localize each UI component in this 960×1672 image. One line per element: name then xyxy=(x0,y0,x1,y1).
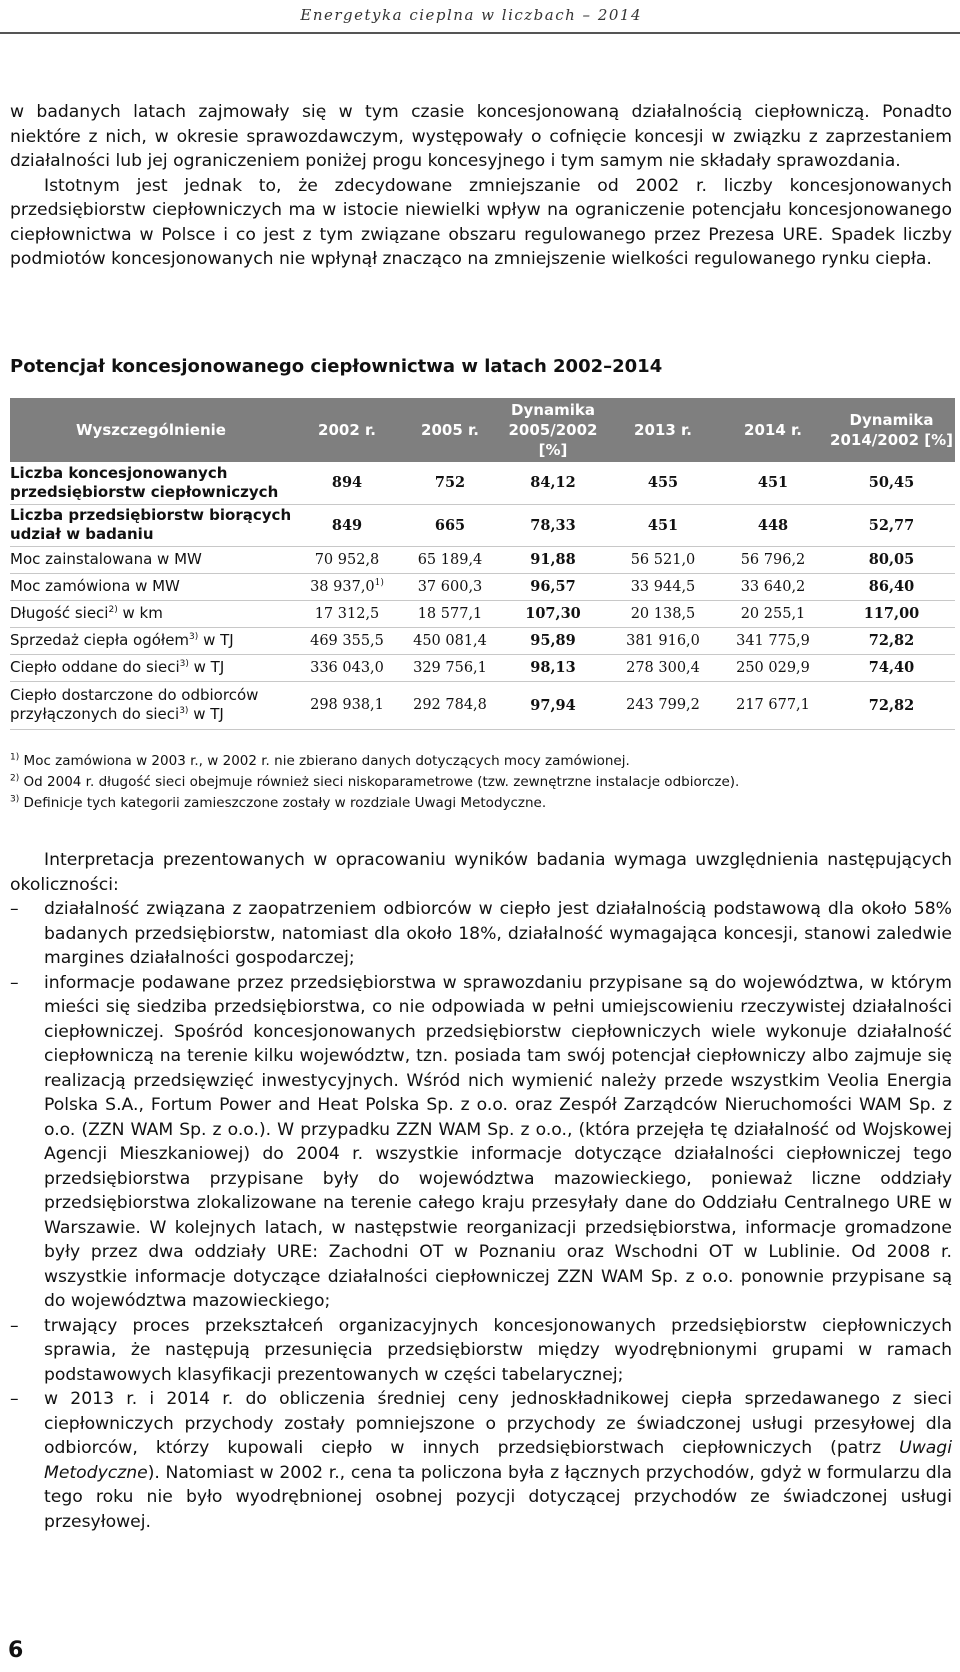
cell-2013: 243 799,2 xyxy=(608,681,718,729)
cell-dynamics-2: 50,45 xyxy=(828,462,955,504)
header-dynamics-2014-2002: Dynamika 2014/2002 [%] xyxy=(828,398,955,462)
page-number: 6 xyxy=(8,1638,24,1663)
footnote-3 xyxy=(10,793,739,814)
cell-2014: 56 796,2 xyxy=(718,546,828,573)
potential-table xyxy=(10,398,955,730)
cell-2002-value: 38 937,0 xyxy=(310,578,375,595)
footnote-marker: 3) xyxy=(179,659,189,669)
footnote-marker: 2) xyxy=(108,605,118,615)
header-2014: 2014 r. xyxy=(718,398,828,462)
header-dynamics-2005-2002: Dynamika 2005/2002 [%] xyxy=(498,398,608,462)
table-row xyxy=(10,600,955,627)
cell-2013: 56 521,0 xyxy=(608,546,718,573)
table-header-row xyxy=(10,398,955,462)
footnote-mark: 2) xyxy=(10,773,20,784)
cell-dynamics-1: 95,89 xyxy=(498,627,608,654)
row-label: Liczba koncesjonowanych przedsiębiorstw ciepłowniczych xyxy=(10,462,292,504)
cell-2014: 341 775,9 xyxy=(718,627,828,654)
cell-2002 xyxy=(292,573,402,600)
cell-dynamics-1: 84,12 xyxy=(498,462,608,504)
header-2013: 2013 r. xyxy=(608,398,718,462)
cell-2005: 65 189,4 xyxy=(402,546,498,573)
footnote-marker: 3) xyxy=(189,632,199,642)
cell-dynamics-2: 74,40 xyxy=(828,654,955,681)
cell-2013: 278 300,4 xyxy=(608,654,718,681)
cell-dynamics-2: 52,77 xyxy=(828,504,955,546)
table-row xyxy=(10,654,955,681)
table-row xyxy=(10,546,955,573)
footnote-1 xyxy=(10,751,739,772)
footnote-mark: 3) xyxy=(10,794,20,805)
cell-2013: 381 916,0 xyxy=(608,627,718,654)
row-label-text: Długość sieci xyxy=(10,604,109,622)
header-2002: 2002 r. xyxy=(292,398,402,462)
header-description: Wyszczególnienie xyxy=(10,398,292,462)
footnote-text: Moc zamówiona w 2003 r., w 2002 r. nie zbierano danych dotyczących mocy zamówionej. xyxy=(19,753,630,769)
row-label xyxy=(10,654,292,681)
running-header: Energetyka cieplna w liczbach – 2014 xyxy=(300,6,642,24)
cell-2014: 451 xyxy=(718,462,828,504)
row-label xyxy=(10,627,292,654)
cell-2002: 849 xyxy=(292,504,402,546)
row-label-unit: w km xyxy=(117,604,163,622)
cell-2013: 33 944,5 xyxy=(608,573,718,600)
cell-2013: 451 xyxy=(608,504,718,546)
cell-2013: 455 xyxy=(608,462,718,504)
cell-2002: 17 312,5 xyxy=(292,600,402,627)
cell-dynamics-1: 97,94 xyxy=(498,681,608,729)
table-row xyxy=(10,627,955,654)
row-label xyxy=(10,681,292,729)
cell-dynamics-2: 117,00 xyxy=(828,600,955,627)
interpretation-section xyxy=(10,848,952,1534)
row-label-text: Sprzedaż ciepła ogółem xyxy=(10,631,190,649)
cell-dynamics-1: 91,88 xyxy=(498,546,608,573)
table-title: Potencjał koncesjonowanego ciepłownictwa w latach 2002–2014 xyxy=(10,356,663,377)
row-label xyxy=(10,600,292,627)
cell-2002: 894 xyxy=(292,462,402,504)
interpretation-intro: Interpretacja prezentowanych w opracowaniu wyników badania wymaga uwzględnienia następujących okoliczności: xyxy=(10,850,952,895)
footnote-text: Definicje tych kategorii zamieszczone zostały w rozdziale Uwagi Metodyczne. xyxy=(19,795,547,811)
list-item: – działalność związana z zaopatrzeniem odbiorców w ciepło jest działalnością podstawową dla około 58% badanych przedsiębiorstw, natomiast dla około 18%, działalność wymagająca koncesji, stanowi zaledwie margines działalności gospodarczej; xyxy=(10,897,952,971)
footnote-marker: 3) xyxy=(179,706,189,716)
cell-dynamics-2: 80,05 xyxy=(828,546,955,573)
intro-paragraph-1: w badanych latach zajmowały się w tym czasie koncesjonowaną działalnością ciepłowniczą. Ponadto niektóre z nich, w okresie sprawozdawczym, występowały o cofnięcie koncesji w związku z zaprzestaniem działalności lub jej ograniczeniem poniżej progu koncesyjnego i tym samym nie składały sprawozdania. xyxy=(10,102,952,171)
footnote-marker: 1) xyxy=(374,577,384,588)
list-item: – informacje podawane przez przedsiębiorstwa w sprawozdaniu przypisane są do województwa, w którym mieści się siedziba przedsiębiorstwa, co nie odpowiada w pełni umiejscowieniu rzeczywistej działalności ciepłowniczej. Spośród koncesjonowanych przedsiębiorstw ciepłowniczych wiele wykonuje działalność ciepłowniczą na terenie kilku województw, tzn. posiada tam swój potencjał ciepłowniczy albo zajmuje się realizacją przedsięwzięć inwestycyjnych. Wśród nich wymienić należy przede wszystkim Veolia Energia Polska S.A., Fortum Power and Heat Polska Sp. z o.o. oraz Zespół Zarządców Nieruchomości WAM Sp. z o.o. (ZZN WAM Sp. z o.o.). W przypadku ZZN WAM Sp. z o.o., (która przejęła tę działalność od Wojskowej Agencji Mieszkaniowej) do 2004 r. wszystkie informacje dotyczące działalności ciepłowniczej tego przedsiębiorstwa przypisane były do województwa mazowieckiego, ponieważ liczne oddziały przedsiębiorstwa zlokalizowane na terenie całego kraju przesyłały dane do Oddziału Centralnego URE w Warszawie. W kolejnych latach, w następstwie reorganizacji przedsiębiorstwa, informacje gromadzone były przez dwa oddziały URE: Zachodni OT w Poznaniu oraz Wschodni OT w Lublinie. Od 2008 r. wszystkie informacje dotyczące działalności ciepłowniczej ZZN WAM Sp. z o.o. ponownie przypisane są do województwa mazowieckiego; xyxy=(10,971,952,1314)
row-label: Moc zamówiona w MW xyxy=(10,573,292,600)
cell-2014: 20 255,1 xyxy=(718,600,828,627)
footnote-mark: 1) xyxy=(10,752,20,763)
cell-2005: 292 784,8 xyxy=(402,681,498,729)
cell-2013: 20 138,5 xyxy=(608,600,718,627)
cell-2005: 18 577,1 xyxy=(402,600,498,627)
table-row xyxy=(10,681,955,729)
list-item: – trwający proces przekształceń organizacyjnych koncesjonowanych przedsiębiorstw ciepłowniczych sprawia, że następują przesunięcia przedsiębiorstw między wyodrębnionymi grupami w ramach podstawowych klasyfikacji prezentowanych w części tabelarycznej; xyxy=(10,1314,952,1388)
header-rule xyxy=(0,32,960,34)
row-label: Liczba przedsiębiorstw biorących udział w badaniu xyxy=(10,504,292,546)
cell-dynamics-1: 107,30 xyxy=(498,600,608,627)
cell-2002: 298 938,1 xyxy=(292,681,402,729)
cell-dynamics-2: 72,82 xyxy=(828,681,955,729)
list-item-text: w 2013 r. i 2014 r. do obliczenia średniej ceny jednoskładnikowej ciepła sprzedawanego z sieci ciepłowniczych przychody zostały pomniejszone o przychody ze świadczonej usługi przesyłowej dla odbiorców, którzy kupowali ciepło w innych przedsiębiorstwach ciepłowniczych (patrz xyxy=(44,1389,952,1458)
header-2005: 2005 r. xyxy=(402,398,498,462)
row-label-text: Ciepło oddane do sieci xyxy=(10,658,180,676)
table-row xyxy=(10,504,955,546)
intro-paragraph-2: Istotnym jest jednak to, że zdecydowane zmniejszanie od 2002 r. liczby koncesjonowanych przedsiębiorstw ciepłowniczych ma w istocie niewielki wpływ na ograniczenie potencjału koncesjonowanego ciepłownictwa w Polsce i co jest z tym związane obszaru regulowanego przez Prezesa URE. Spadek liczby podmiotów koncesjonowanych nie wpłynął znacząco na zmniejszenie wielkości regulowanego rynku ciepła. xyxy=(10,175,952,269)
list-item xyxy=(10,1387,952,1534)
list-item-text: ). Natomiast w 2002 r., cena ta policzona była z łącznych przychodów, gdyż w formularzu dla tego roku nie było wyodrębnionej osobnej pozycji dotyczącej przychodów ze świadczonej usługi przesyłowej. xyxy=(44,1462,952,1532)
cell-2002: 336 043,0 xyxy=(292,654,402,681)
intro-text xyxy=(10,100,952,272)
cell-2005: 329 756,1 xyxy=(402,654,498,681)
footnote-2 xyxy=(10,772,739,793)
methodology-reference: Uwagi Metodyczne xyxy=(44,1438,952,1483)
cell-2002: 469 355,5 xyxy=(292,627,402,654)
row-label: Moc zainstalowana w MW xyxy=(10,546,292,573)
table-footnotes xyxy=(10,751,739,814)
cell-dynamics-2: 72,82 xyxy=(828,627,955,654)
cell-dynamics-1: 96,57 xyxy=(498,573,608,600)
table-row xyxy=(10,462,955,504)
row-label-unit: w TJ xyxy=(198,631,234,649)
cell-2005: 752 xyxy=(402,462,498,504)
cell-2014: 33 640,2 xyxy=(718,573,828,600)
cell-2005: 37 600,3 xyxy=(402,573,498,600)
cell-2014: 448 xyxy=(718,504,828,546)
cell-2005: 450 081,4 xyxy=(402,627,498,654)
cell-dynamics-2: 86,40 xyxy=(828,573,955,600)
cell-2005: 665 xyxy=(402,504,498,546)
table-row xyxy=(10,573,955,600)
cell-dynamics-1: 98,13 xyxy=(498,654,608,681)
cell-2014: 217 677,1 xyxy=(718,681,828,729)
row-label-text: Ciepło dostarczone do odbiorców przyłączonych do sieci xyxy=(10,686,259,723)
row-label-unit: w TJ xyxy=(188,705,224,723)
row-label-unit: w TJ xyxy=(188,658,225,676)
cell-dynamics-1: 78,33 xyxy=(498,504,608,546)
footnote-text: Od 2004 r. długość sieci obejmuje również sieci niskoparametrowe (tzw. zewnętrzne instalacje odbiorcze). xyxy=(19,774,740,790)
interpretation-list xyxy=(10,897,952,1534)
cell-2014: 250 029,9 xyxy=(718,654,828,681)
cell-2002: 70 952,8 xyxy=(292,546,402,573)
